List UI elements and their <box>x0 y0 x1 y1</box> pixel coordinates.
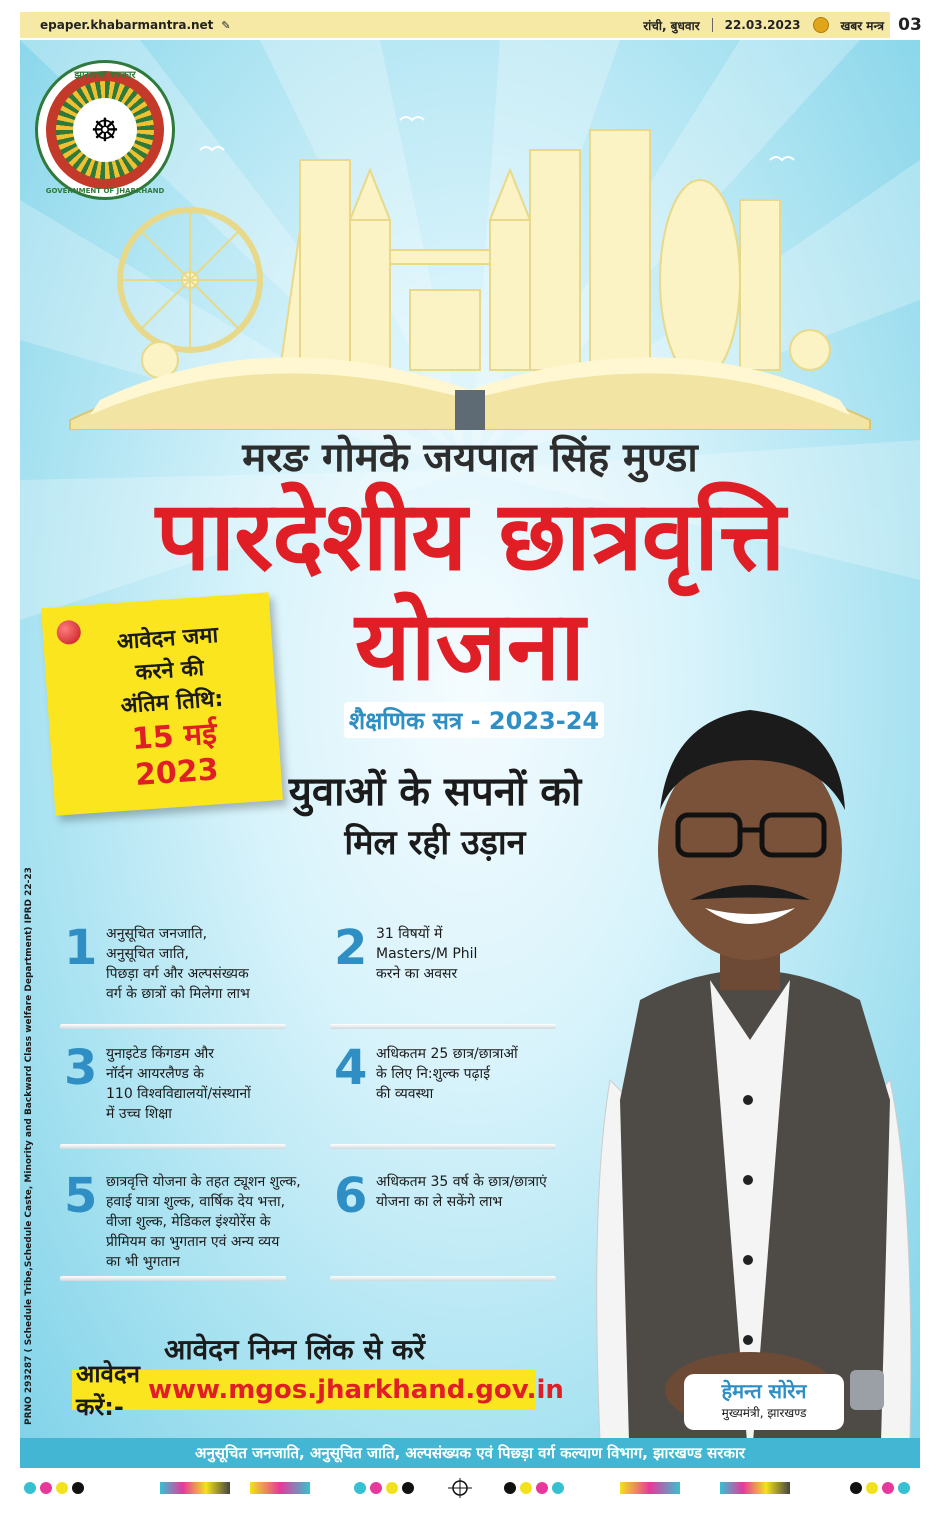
scheme-honoree: मरङ गोमके जयपाल सिंह मुण्डा <box>242 435 698 481</box>
divider <box>330 1276 556 1281</box>
divider <box>60 1144 286 1149</box>
divider <box>712 18 713 32</box>
point-number: 3 <box>64 1040 98 1096</box>
deadline-text-1: आवेदन जमा <box>115 622 219 655</box>
name-card <box>684 1374 844 1430</box>
apply-heading: आवेदन निम्न लिंक से करें <box>164 1333 425 1366</box>
point-text: अधिकतम 25 छात्र/छात्राओं के लिए नि:शुल्क पढ़ाई की व्यवस्था <box>376 1046 518 1102</box>
brand-logo-icon <box>813 17 829 33</box>
tagline-line2: मिल रही उड़ान <box>344 823 526 863</box>
point-text: अधिकतम 35 वर्ष के छात्र/छात्राएं योजना का ले सकेंगे लाभ <box>376 1174 547 1210</box>
benefit-point-6 <box>334 1170 547 1222</box>
print-code-side-text: PRNO 293287 ( Schedule Tribe,Schedule Caste, Minority and Backward Class welfare Department) IPRD 22-23 <box>24 867 34 1425</box>
point-number: 2 <box>334 920 368 976</box>
seal-bottom-text: GOVERNMENT OF JHARKHAND <box>45 187 165 195</box>
benefit-point-3 <box>64 1042 251 1124</box>
academic-session: शैक्षणिक सत्र - 2023-24 <box>344 702 604 738</box>
chief-minister-photo <box>570 680 920 1468</box>
deadline-sticky-note <box>41 592 283 815</box>
department-footer: अनुसूचित जनजाति, अनुसूचित जाति, अल्पसंख्यक एवं पिछड़ा वर्ग कल्याण विभाग, झारखण्ड सरकार <box>20 1438 920 1468</box>
point-number: 1 <box>64 920 98 976</box>
point-text: 31 विषयों में Masters/M Phil करने का अवसर <box>376 926 478 982</box>
divider <box>60 1024 286 1029</box>
scheme-title-line2: योजना <box>355 590 585 702</box>
point-number: 5 <box>64 1168 98 1224</box>
apply-url-link[interactable]: www.mgos.jharkhand.gov.in <box>147 1375 564 1405</box>
deadline-date: 15 मई <box>130 716 218 758</box>
tagline-line1: युवाओं के सपनों को <box>288 769 582 815</box>
seal-top-text: झारखण्ड सरकार <box>74 70 136 81</box>
newspaper-header <box>20 12 920 38</box>
benefit-point-1 <box>64 922 250 1004</box>
point-number: 6 <box>334 1168 368 1224</box>
print-registration-marks <box>20 1478 920 1498</box>
benefit-point-4 <box>334 1042 518 1104</box>
place-day: रांची, बुधवार <box>643 18 700 33</box>
deadline-text-2: करने की <box>134 656 205 686</box>
scheme-title-line1: पारदेशीय छात्रवृत्ति <box>155 480 785 592</box>
person-name: हेमन्त सोरेन <box>721 1379 807 1403</box>
divider <box>60 1276 286 1281</box>
point-text: अनुसूचित जनजाति, अनुसूचित जाति, पिछड़ा वर्ग और अल्पसंख्यक वर्ग के छात्रों को मिलेगा लाभ <box>106 926 250 1002</box>
point-text: युनाइटेड किंगडम और नॉर्दन आयरलैण्ड के 110 विश्वविद्यालयों/संस्थानों में उच्च शिक्षा <box>106 1046 251 1122</box>
point-text: छात्रवृत्ति योजना के तहत ट्यूशन शुल्क, हवाई यात्रा शुल्क, वार्षिक देय भत्ता, वीजा शुल्क, मेडिकल इंश्योरेंस के प्रीमियम का भुगतान एवं अन्य व्यय का भी भुगतान <box>106 1174 301 1270</box>
deadline-text-3: अंतिम तिथि: <box>119 686 225 719</box>
divider <box>330 1024 556 1029</box>
state-emblem-icon: ☸ <box>73 98 137 162</box>
page-number: 03 <box>890 12 930 38</box>
person-role: मुख्यमंत्री, झारखण्ड <box>721 1406 807 1420</box>
benefit-point-2 <box>334 922 477 984</box>
apply-link-box <box>72 1360 564 1421</box>
deadline-year: 2023 <box>133 752 220 794</box>
advertisement-panel <box>20 40 920 1468</box>
benefit-point-5 <box>64 1170 301 1272</box>
issue-date: 22.03.2023 <box>724 18 801 32</box>
skyline-book-illustration <box>50 100 890 430</box>
point-number: 4 <box>334 1040 368 1096</box>
apply-label: आवेदन करें:- <box>76 1360 140 1421</box>
divider <box>330 1144 556 1149</box>
cursor-icon: ✎ <box>221 18 231 32</box>
brand-name: खबर मन्त्र <box>840 18 884 33</box>
site-url[interactable]: epaper.khabarmantra.net <box>40 18 214 32</box>
